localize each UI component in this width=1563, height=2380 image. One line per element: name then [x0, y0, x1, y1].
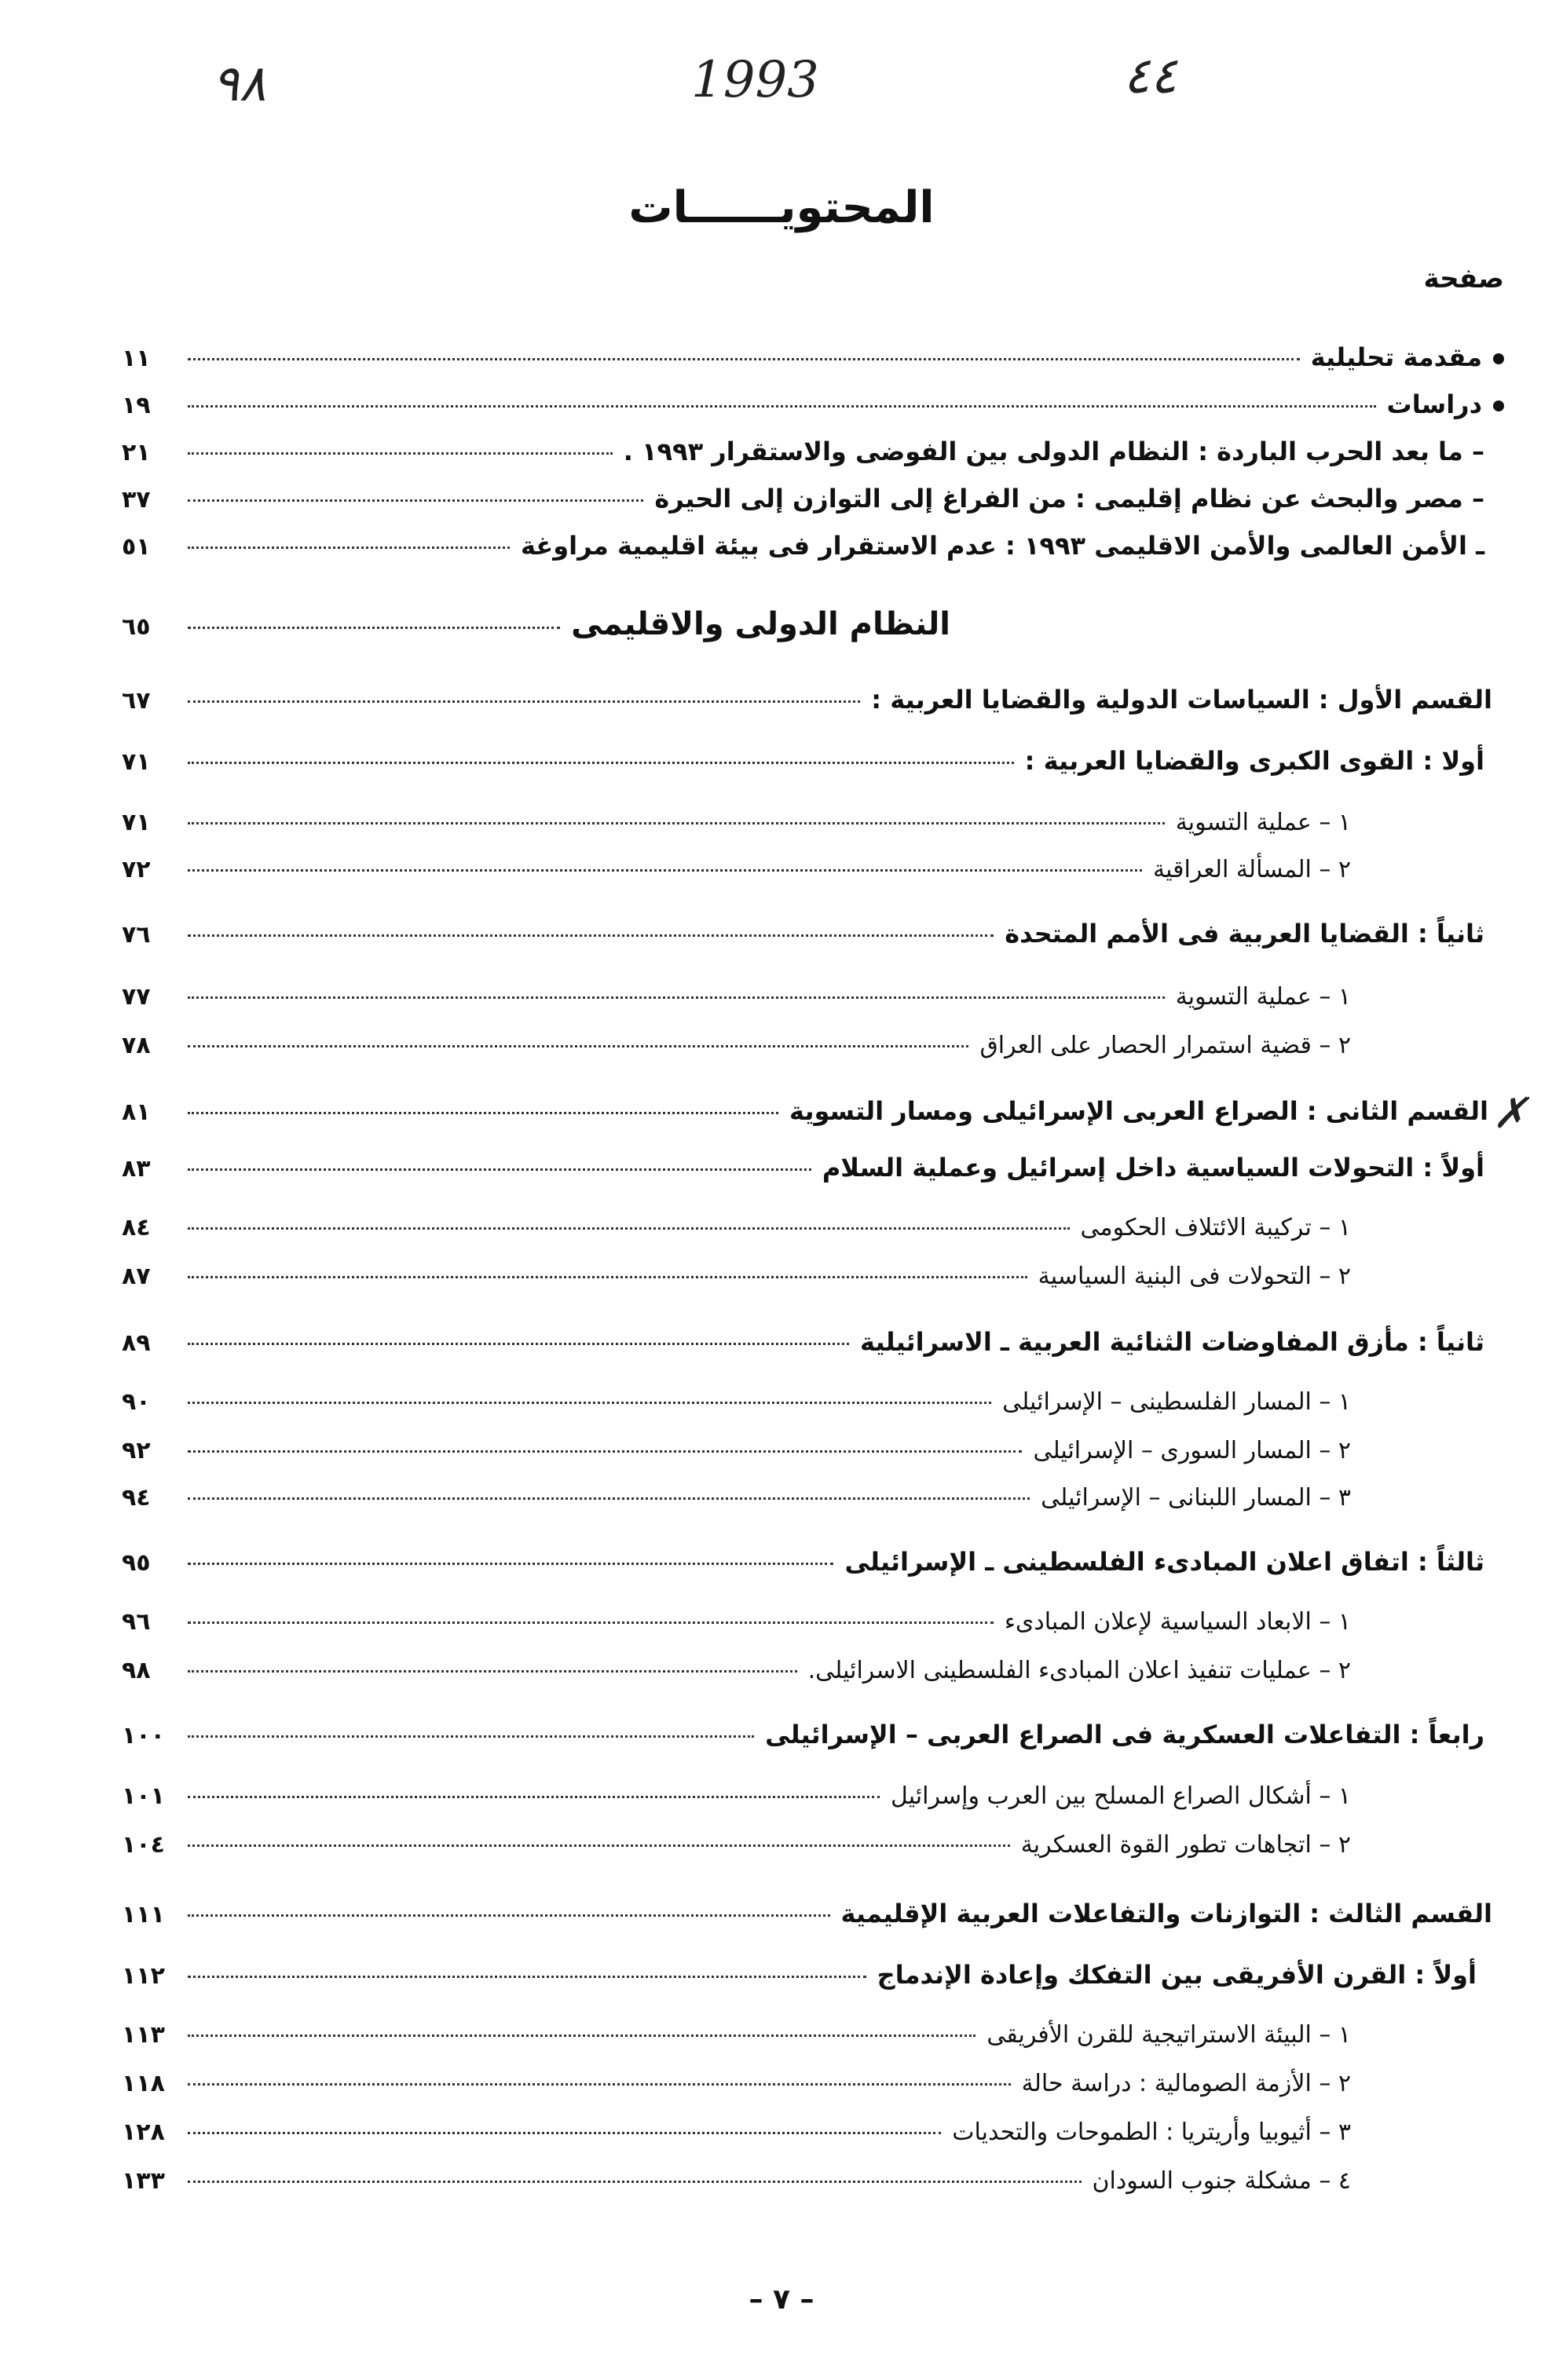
- leader-dots: [188, 1112, 778, 1114]
- leader-dots: [188, 762, 1014, 764]
- toc-page-number: ٧٢: [122, 856, 151, 883]
- toc-entry: [122, 1032, 1351, 1079]
- leader-dots: [188, 2181, 1082, 2183]
- toc-page-number: ٩٦: [122, 1608, 151, 1636]
- toc-entry: [122, 1388, 1351, 1435]
- toc-page-number: ٧١: [122, 809, 151, 836]
- toc-entry-title: ٢ – التحولات فى البنية السياسية: [1038, 1263, 1351, 1290]
- toc-page-number: ٦٧: [122, 687, 151, 715]
- toc-page-number: ٩٨: [122, 1657, 151, 1684]
- leader-dots: [188, 1844, 1010, 1847]
- margin-mark: ✗: [1492, 1088, 1528, 1138]
- leader-dots: [188, 1735, 754, 1738]
- toc-entry: [122, 1547, 1484, 1594]
- toc-entry-title: ٢ – عمليات تنفيذ اعلان المبادىء الفلسطينى الاسرائيلى.: [807, 1657, 1351, 1684]
- toc-entry: [122, 1214, 1351, 1261]
- toc-entry-title: ثالثاً : اتفاق اعلان المبادىء الفلسطينى ـ الإسرائيلى: [844, 1547, 1484, 1577]
- toc-entry: [122, 342, 1504, 389]
- toc-page-number: ٣٧: [122, 486, 151, 514]
- toc-page-number: ٨٧: [122, 1263, 151, 1290]
- toc-entry: [122, 531, 1484, 578]
- toc-page-number: ٨٣: [122, 1155, 151, 1183]
- toc-page-number: ٧٧: [122, 983, 151, 1011]
- toc-entry-title: ٢ – قضية استمرار الحصار على العراق: [979, 1032, 1351, 1059]
- leader-dots: [188, 996, 1165, 999]
- toc-entry-title: دراسات: [1386, 389, 1482, 419]
- toc-entry-title: ١ – عملية التسوية: [1175, 983, 1351, 1011]
- leader-dots: [188, 2132, 941, 2134]
- toc-page-number: ٥١: [122, 533, 151, 561]
- toc-page-number: ٧٨: [122, 1032, 151, 1059]
- bullet-icon: [1493, 400, 1504, 411]
- toc-entry-title: ١ – عملية التسوية: [1175, 809, 1351, 836]
- toc-entry-title: ١ – تركيبة الائتلاف الحكومى: [1080, 1214, 1351, 1241]
- leader-dots: [188, 1343, 849, 1345]
- toc-entry-title: ثانياً : القضايا العربية فى الأمم المتحدة: [1005, 919, 1484, 949]
- toc-page-number: ٨٩: [122, 1329, 151, 1357]
- leader-dots: [188, 1045, 968, 1047]
- toc-page-number: ٦٥: [122, 613, 151, 641]
- toc-entry-title: ١ – أشكال الصراع المسلح بين العرب وإسرائيل: [891, 1782, 1351, 1810]
- toc-page-number: ١١١: [122, 1901, 165, 1928]
- handwritten-note-left: ٩٨: [212, 55, 266, 113]
- toc-entry: [122, 809, 1351, 856]
- toc-entry: [122, 2167, 1351, 2214]
- toc-entry: [122, 1327, 1484, 1374]
- toc-page-number: ٢١: [122, 439, 151, 466]
- toc-entry-title: ١ – المسار الفلسطينى – الإسرائيلى: [1002, 1388, 1351, 1416]
- leader-dots: [188, 1227, 1070, 1230]
- toc-entry-title: القسم الثالث : التوازنات والتفاعلات العربية الإقليمية: [840, 1899, 1492, 1928]
- leader-dots: [188, 1168, 811, 1171]
- leader-dots: [188, 358, 1300, 360]
- toc-entry-title: ٤ – مشكلة جنوب السودان: [1092, 2167, 1351, 2195]
- toc-page-number: ١٣٣: [122, 2167, 165, 2195]
- toc-entry-title: القسم الثانى : الصراع العربى الإسرائيلى ومسار التسوية: [789, 1096, 1488, 1126]
- toc-entry: [122, 1153, 1484, 1200]
- leader-dots: [188, 1450, 1022, 1453]
- toc-page-number: ١١٣: [122, 2021, 165, 2049]
- toc-entry: [122, 2070, 1351, 2117]
- toc-entry: [122, 983, 1351, 1030]
- leader-dots: [188, 547, 510, 549]
- toc-page-number: ٩٤: [122, 1484, 151, 1512]
- handwritten-note-right: ٤٤: [1123, 47, 1177, 105]
- toc-page-number: ٨٤: [122, 1214, 151, 1241]
- toc-page-number: ١١٢: [122, 1962, 165, 1990]
- toc-entry-title: النظام الدولى والاقليمى: [571, 606, 950, 642]
- toc-entry-title: – ما بعد الحرب الباردة : النظام الدولى بين الفوضى والاستقرار ١٩٩٣ .: [623, 437, 1484, 466]
- leader-dots: [188, 1402, 991, 1404]
- toc-page-number: ٩٢: [122, 1437, 151, 1464]
- toc-page-number: ١٠٠: [122, 1722, 165, 1749]
- toc-entry: [122, 1782, 1351, 1830]
- toc-entry-title: ١ – الابعاد السياسية لإعلان المبادىء: [1004, 1608, 1351, 1636]
- leader-dots: [188, 1914, 830, 1917]
- toc-entry-title: ـ الأمن العالمى والأمن الاقليمى ١٩٩٣ : عدم الاستقرار فى بيئة اقليمية مراوغة: [521, 531, 1484, 561]
- toc-entry-title: ٣ – أثيوبيا وأريتريا : الطموحات والتحديات: [952, 2119, 1351, 2146]
- toc-page-number: ١٠٤: [122, 1831, 165, 1859]
- toc-entry: [122, 1960, 1477, 2007]
- leader-dots: [188, 822, 1165, 824]
- toc-entry: [122, 1484, 1351, 1531]
- leader-dots: [188, 1621, 994, 1624]
- toc-page-number: ١٠١: [122, 1782, 165, 1810]
- leader-dots: [188, 1563, 833, 1565]
- toc-entry: [122, 1831, 1351, 1878]
- toc-entry-title: رابعاً : التفاعلات العسكرية فى الصراع العربى – الإسرائيلى: [765, 1720, 1484, 1749]
- toc-page-number: ١٢٨: [122, 2119, 165, 2146]
- leader-dots: [188, 452, 613, 455]
- toc-entry: [122, 919, 1484, 966]
- leader-dots: [188, 627, 560, 629]
- toc-entry: [122, 1720, 1484, 1767]
- toc-entry-title: أولاً : التحولات السياسية داخل إسرائيل وعملية السلام: [822, 1153, 1484, 1183]
- leader-dots: [188, 869, 1142, 872]
- toc-entry-title: القسم الأول : السياسات الدولية والقضايا العربية :: [871, 685, 1492, 715]
- leader-dots: [188, 405, 1376, 408]
- toc-entry-title: مقدمة تحليلية: [1310, 342, 1482, 372]
- toc-page-number: ١١: [122, 345, 151, 372]
- leader-dots: [188, 1497, 1030, 1500]
- leader-dots: [188, 700, 860, 703]
- toc-entry: [122, 437, 1484, 484]
- page-column-label: صفحة: [1423, 263, 1504, 294]
- page-number-footer: – ٧ –: [749, 2283, 814, 2316]
- toc-entry-title: ٢ – المسار السورى – الإسرائيلى: [1033, 1437, 1351, 1464]
- leader-dots: [188, 1670, 797, 1673]
- toc-entry: [122, 1899, 1492, 1946]
- toc-entry-title: ٢ – اتجاهات تطور القوة العسكرية: [1020, 1831, 1351, 1859]
- toc-entry: [122, 685, 1492, 732]
- toc-page-number: ٧٦: [122, 921, 151, 949]
- toc-entry: [122, 1096, 1488, 1143]
- toc-page-number: ٨١: [122, 1099, 151, 1126]
- toc-entry-title: ثانياً : مأزق المفاوضات الثنائية العربية ـ الاسرائيلية: [860, 1327, 1484, 1357]
- toc-entry-title: – مصر والبحث عن نظام إقليمى : من الفراغ إلى التوازن إلى الحيرة: [654, 484, 1484, 514]
- toc-entry: [122, 856, 1351, 903]
- leader-dots: [188, 1796, 880, 1798]
- toc-entry: [122, 2119, 1351, 2166]
- toc-page-number: ٧١: [122, 748, 151, 776]
- toc-entry-title: أولا : القوى الكبرى والقضايا العربية :: [1024, 746, 1484, 776]
- toc-entry: [122, 2021, 1351, 2068]
- toc-entry: [122, 389, 1504, 437]
- toc-entry: [122, 1263, 1351, 1310]
- leader-dots: [188, 2035, 976, 2037]
- toc-entry-title: ١ – البيئة الاستراتيجية للقرن الأفريقى: [986, 2021, 1351, 2049]
- toc-entry: [122, 1608, 1351, 1655]
- toc-entry-title: ٢ – الأزمة الصومالية : دراسة حالة: [1021, 2070, 1351, 2097]
- toc-entry: [122, 1437, 1351, 1484]
- handwritten-year: 1993: [691, 51, 819, 109]
- toc-page-number: ٩٠: [122, 1388, 151, 1416]
- toc-entry: [122, 484, 1484, 531]
- bullet-icon: [1493, 353, 1504, 364]
- toc-page-number: ١٩: [122, 392, 151, 419]
- toc-entry-title: ٢ – المسألة العراقية: [1153, 856, 1351, 883]
- toc-entry-title: ٣ – المسار اللبنانى – الإسرائيلى: [1041, 1484, 1351, 1512]
- toc-page-number: ١١٨: [122, 2070, 165, 2097]
- toc-page-number: ٩٥: [122, 1549, 151, 1577]
- leader-dots: [188, 1276, 1027, 1278]
- toc-section-heading: [122, 606, 950, 653]
- leader-dots: [188, 934, 994, 937]
- toc-entry-title: أولاً : القرن الأفريقى بين التفكك وإعادة الإندماج: [877, 1960, 1477, 1990]
- leader-dots: [188, 2083, 1011, 2086]
- leader-dots: [188, 499, 643, 502]
- toc-entry: [122, 746, 1484, 793]
- page-title: المحتويــــــات: [628, 182, 935, 233]
- toc-entry: [122, 1657, 1351, 1704]
- leader-dots: [188, 1976, 866, 1978]
